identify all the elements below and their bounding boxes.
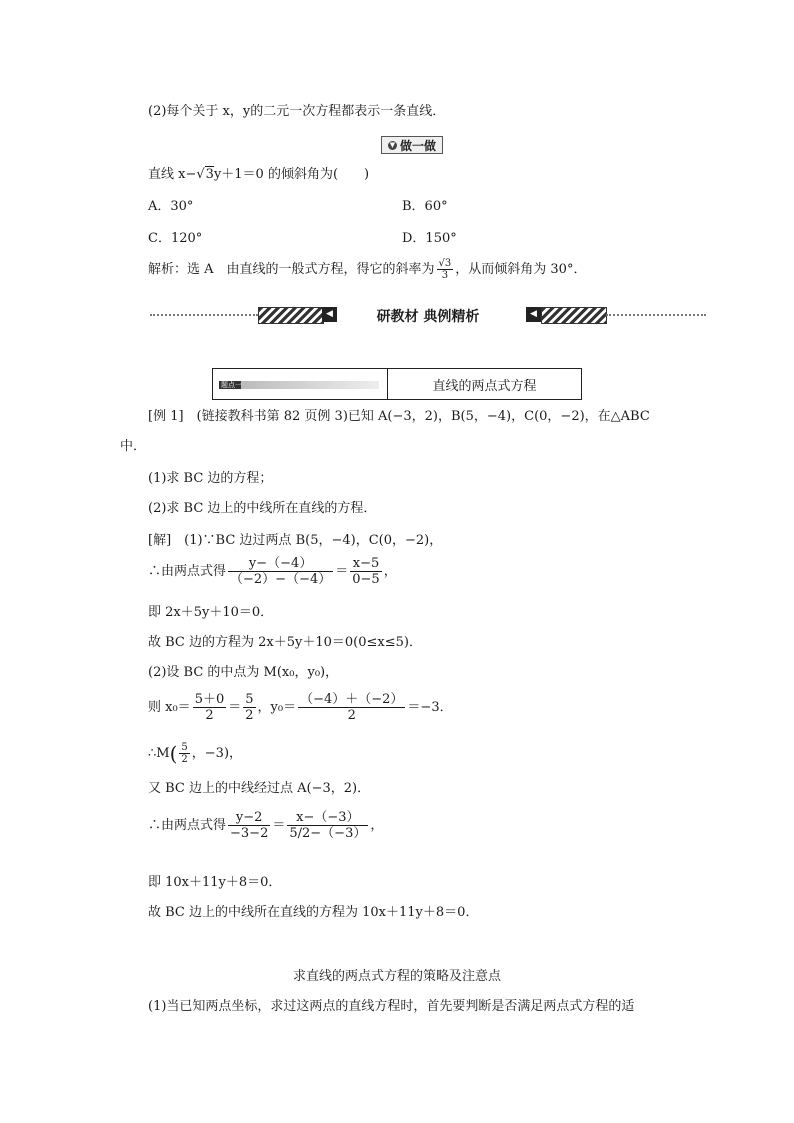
slope-num: √3 xyxy=(438,258,452,269)
sol6-f3-num: （−4）＋（−2） xyxy=(300,692,404,707)
sol9-post: ， xyxy=(370,818,384,833)
banner-stripes-right xyxy=(541,307,607,324)
sol6-post: ＝−3． xyxy=(407,700,453,715)
question-stem xyxy=(148,166,369,184)
solution-line-3: 即 2x＋5y＋10＝0． xyxy=(148,605,274,620)
sol7-pre: ∴M xyxy=(148,746,170,761)
topic-tag: 题点一 xyxy=(221,381,242,389)
sol6-f1-den: 2 xyxy=(205,708,214,723)
arrow-left-icon: ◀ xyxy=(322,307,337,322)
example-1-q2: (2)求 BC 边上的中线所在直线的方程． xyxy=(148,501,377,516)
strategy-heading: 求直线的两点式方程的策略及注意点 xyxy=(292,969,501,984)
option-d: D．150° xyxy=(402,231,457,246)
sol7-num: 5 xyxy=(181,742,188,753)
question-stem-pre: 直线 x− xyxy=(148,167,197,182)
solution-line-6 xyxy=(148,692,453,723)
sol2-f1-den: （−2）−（−4） xyxy=(230,572,332,587)
sol6-f3-den: 2 xyxy=(347,708,356,723)
sol2-post: ， xyxy=(383,564,397,579)
sqrt-value: 3 xyxy=(205,167,214,182)
sol9-f2-num: x−（−3） xyxy=(287,810,368,826)
sol9-frac-1 xyxy=(228,810,270,841)
sqrt-sign: √ xyxy=(196,167,205,182)
banner-dots-right xyxy=(606,314,706,316)
sol7-frac xyxy=(179,742,189,765)
practice-badge xyxy=(381,136,443,154)
solution-line-11: 故 BC 边上的中线所在直线的方程为 10x＋11y＋8＝0． xyxy=(148,905,479,920)
sol9-eq: ＝ xyxy=(272,818,286,833)
sol6-f1-num: 5＋0 xyxy=(194,692,225,707)
solution-line-4: 故 BC 边的方程为 2x＋5y＋10＝0(0≤x≤5)． xyxy=(148,635,422,650)
sol6-frac-3 xyxy=(298,692,405,723)
topic-box xyxy=(212,368,582,400)
sol9-pre: ∴由两点式得 xyxy=(148,818,227,833)
sol6-pre: 则 x₀＝ xyxy=(148,700,191,715)
example-1-line-a: [例 1] (链接教科书第 82 页例 3)已知 A(−3，2)，B(5，−4)，C(0，−2)，在△ABC xyxy=(148,409,650,424)
sol2-f2-num: x−5 xyxy=(350,556,381,572)
topic-title: 直线的两点式方程 xyxy=(432,378,537,394)
paren-open: ( xyxy=(169,741,178,766)
solution-line-2 xyxy=(148,556,397,587)
sol6-eq: ＝ xyxy=(228,700,242,715)
banner-dots-left xyxy=(150,314,258,316)
badge-label: 做一做 xyxy=(399,138,436,153)
sol2-pre: ∴由两点式得 xyxy=(148,564,227,579)
sol2-frac-1 xyxy=(228,556,333,587)
strategy-line-1: (1)当已知两点坐标，求过这两点的直线方程时，首先要判断是否满足两点式方程的适 xyxy=(148,999,635,1014)
topic-box-left xyxy=(213,369,388,399)
chevron-down-icon: ▼ xyxy=(389,140,396,149)
option-b: B．60° xyxy=(402,199,448,214)
section-banner xyxy=(150,304,706,326)
option-c: C．120° xyxy=(148,231,203,246)
sol9-f2-den: 5/2−（−3） xyxy=(289,826,367,841)
answer-analysis xyxy=(148,258,586,281)
solution-line-7 xyxy=(148,742,242,765)
sol6-frac-2 xyxy=(243,692,255,723)
topic-bar xyxy=(219,381,379,389)
sol6-f2-num: 5 xyxy=(245,692,254,707)
slope-fraction xyxy=(437,258,454,281)
slope-den: 3 xyxy=(441,270,449,281)
sol2-eq: ＝ xyxy=(335,564,349,579)
sol7-post: ，−3)， xyxy=(191,746,243,761)
sol2-f1-num: y−（−4） xyxy=(228,556,333,572)
solution-line-10: 即 10x＋11y＋8＝0． xyxy=(148,875,282,890)
banner-title: 研教材 典例精析 xyxy=(376,309,480,325)
example-1-q1: (1)求 BC 边的方程； xyxy=(148,471,273,486)
example-1-line-b: 中． xyxy=(120,439,147,454)
sol2-frac-2 xyxy=(350,556,381,587)
intro-text: (2)每个关于 x，y的二元一次方程都表示一条直线． xyxy=(148,104,446,119)
sol6-frac-1 xyxy=(193,692,227,723)
answer-post: ，从而倾斜角为 30°． xyxy=(455,262,587,277)
banner-stripes-left xyxy=(258,307,324,324)
sol9-f1-den: −3−2 xyxy=(230,826,269,841)
arrow-left-icon: ◀ xyxy=(526,307,541,322)
sol9-frac-2 xyxy=(287,810,368,841)
sol2-f2-den: 0−5 xyxy=(352,572,380,587)
solution-line-1: [解] (1)∵BC 边过两点 B(5，−4)，C(0，−2)， xyxy=(148,533,443,548)
sol6-mid: ，y₀＝ xyxy=(257,700,297,715)
question-stem-post: y＋1＝0 的倾斜角为( ) xyxy=(213,167,370,182)
solution-line-8: 又 BC 边上的中线经过点 A(−3，2)． xyxy=(148,781,371,796)
sol6-f2-den: 2 xyxy=(245,708,254,723)
answer-pre: 解析：选 A 由直线的一般式方程，得它的斜率为 xyxy=(148,262,435,277)
option-a: A．30° xyxy=(148,199,194,214)
solution-line-9 xyxy=(148,810,383,841)
sol9-f1-num: y−2 xyxy=(228,810,270,826)
sol7-den: 2 xyxy=(181,754,188,765)
solution-line-5: (2)设 BC 的中点为 M(x₀，y₀)， xyxy=(148,665,339,680)
